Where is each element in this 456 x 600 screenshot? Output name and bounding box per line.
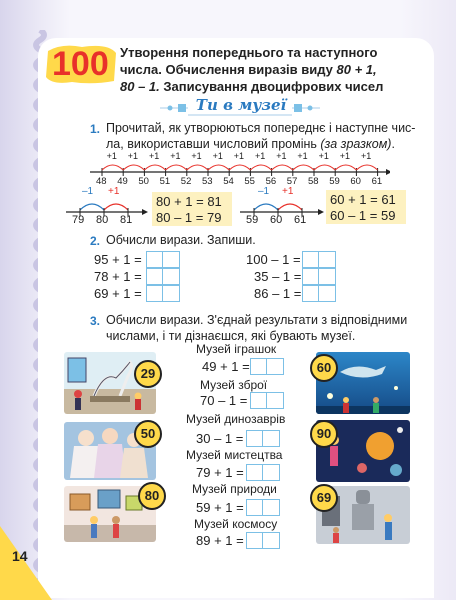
number-line-tick-label: 55: [244, 176, 255, 187]
number-line-step-label: +1: [170, 151, 181, 161]
task2-right-1: 35 – 1 =: [254, 269, 302, 284]
number-line-step-label: +1: [361, 151, 372, 161]
number-line-tick-label: 58: [308, 176, 319, 187]
lesson-title-line2: [120, 61, 430, 78]
example2-minus: –1: [258, 186, 270, 197]
badge-right-0[interactable]: 60: [310, 354, 338, 382]
number-line-arc: [229, 165, 250, 170]
number-line-arc: [166, 165, 187, 170]
task1-line2: [106, 136, 426, 152]
badge-left-0[interactable]: 29: [134, 360, 162, 388]
number-line-arc: [144, 165, 165, 170]
number-line-step-label: +1: [233, 151, 245, 161]
museum-label-0: Музей іграшок: [196, 342, 277, 356]
badge-left-1[interactable]: 50: [134, 420, 162, 448]
number-line-arc: [293, 165, 314, 170]
museum-label-3: Музей мистецтва: [186, 448, 283, 462]
task2-number: 2.: [90, 234, 101, 248]
number-line-step-label: +1: [106, 151, 117, 161]
number-line-tick-label: 57: [286, 176, 298, 187]
museum-answer-0[interactable]: [250, 358, 284, 375]
task2-left-0: 95 + 1 =: [94, 252, 142, 267]
number-line-arc: [102, 165, 123, 170]
number-line-tick-label: 49: [117, 176, 128, 187]
number-line-tick-label: 50: [138, 176, 149, 187]
task2-text: Обчисли вирази. Запиши.: [106, 233, 256, 247]
number-line-tick-label: 48: [96, 176, 107, 187]
museum-answer-3[interactable]: [246, 464, 280, 481]
lesson-title-expr1: 80 + 1,: [336, 62, 377, 77]
museum-label-2: Музей динозаврів: [186, 412, 286, 426]
task2-left-answer-2[interactable]: [146, 285, 180, 302]
number-line-arc: [187, 165, 208, 170]
task1-text: [106, 120, 426, 152]
museum-expr-2: 30 – 1 =: [196, 431, 244, 446]
example2-plus: +1: [282, 186, 294, 197]
number-line: [90, 160, 390, 180]
lesson-title-text3: Записування двоцифрових чисел: [163, 79, 384, 94]
task1-end: .: [391, 137, 395, 151]
number-line-step-label: +1: [276, 151, 287, 161]
task2-left-answer-0[interactable]: [146, 251, 180, 268]
task2-right-2: 86 – 1 =: [254, 286, 302, 301]
number-line-arc: [272, 165, 293, 170]
example2-eq1: 60 + 1 = 61: [330, 192, 396, 207]
task3-text: [106, 312, 426, 344]
lesson-title-line1: Утворення попереднього та наступного: [120, 45, 378, 60]
badge-right-2[interactable]: 69: [310, 484, 338, 512]
lesson-number: 100: [52, 45, 109, 83]
museum-answer-2[interactable]: [246, 430, 280, 447]
task1-italic: (за зразком): [320, 137, 392, 151]
number-line-step-label: +1: [127, 151, 139, 161]
number-line-step-label: +1: [255, 151, 266, 161]
badge-left-2[interactable]: 80: [138, 482, 166, 510]
number-line-tick-label: 52: [180, 176, 192, 187]
task2-right-answer-1[interactable]: [302, 268, 336, 285]
number-line-step-label: +1: [297, 151, 308, 161]
number-line-tick-label: 53: [202, 176, 213, 187]
example1-eq2: 80 – 1 = 79: [156, 210, 222, 225]
number-line-arc: [335, 165, 356, 170]
banner-title: Ти в музеї: [195, 96, 287, 114]
badge-right-1[interactable]: 90: [310, 420, 338, 448]
example1-eq1: 80 + 1 = 81: [156, 194, 222, 209]
number-line-arc: [314, 165, 335, 170]
lesson-title: [120, 44, 430, 95]
museum-expr-3: 79 + 1 =: [196, 465, 244, 480]
example2-tick-2: 61: [294, 214, 307, 226]
example1-tick-1: 80: [96, 214, 109, 226]
example1-minus: –1: [82, 186, 94, 197]
number-line-step-label: +1: [149, 151, 160, 161]
example2-eq2: 60 – 1 = 59: [330, 208, 396, 223]
museum-answer-4[interactable]: [246, 499, 280, 516]
task3-line1: Обчисли вирази. З'єднай результати з відповідними: [106, 313, 408, 327]
number-line-tick-label: 51: [159, 176, 171, 187]
number-line-tick-label: 61: [371, 176, 383, 187]
museum-answer-1[interactable]: [250, 392, 284, 409]
museum-label-5: Музей космосу: [194, 517, 278, 531]
task3-line2: числами, і ти дізнаєшся, які бувають музеї.: [106, 329, 356, 343]
museum-label-4: Музей природи: [192, 482, 277, 496]
number-line-arc: [123, 165, 144, 170]
number-line-tick-label: 60: [350, 176, 361, 187]
museum-expr-5: 89 + 1 =: [196, 533, 244, 548]
task2-right-answer-0[interactable]: [302, 251, 336, 268]
task1-number: 1.: [90, 122, 101, 136]
number-line-tick-label: 59: [329, 176, 340, 187]
task3-number: 3.: [90, 314, 101, 328]
number-line-step-label: +1: [191, 151, 202, 161]
number-line-tick-label: 54: [223, 176, 234, 187]
task2-right-0: 100 – 1 =: [246, 252, 301, 267]
museum-expr-0: 49 + 1 =: [202, 359, 250, 374]
museum-answer-5[interactable]: [246, 532, 280, 549]
museum-expr-4: 59 + 1 =: [196, 500, 244, 515]
example1-tick-0: 79: [72, 214, 85, 226]
task2-left-1: 78 + 1 =: [94, 269, 142, 284]
number-line-step-label: +1: [212, 151, 223, 161]
example2-tick-0: 59: [246, 214, 259, 226]
task1-line2-text: ла, використавши числовий промінь: [106, 137, 317, 151]
number-line-arc: [250, 165, 271, 170]
example2-tick-1: 60: [270, 214, 283, 226]
number-line-arc: [208, 165, 229, 170]
example1-tick-2: 81: [120, 214, 133, 226]
task2-right-answer-2[interactable]: [302, 285, 336, 302]
lesson-title-expr2: 80 – 1.: [120, 79, 160, 94]
museum-expr-1: 70 – 1 =: [200, 393, 248, 408]
task2-left-answer-1[interactable]: [146, 268, 180, 285]
task2-left-2: 69 + 1 =: [94, 286, 142, 301]
lesson-title-text: числа. Обчислення виразів виду: [120, 62, 333, 77]
task1-line1: Прочитай, як утворюються попереднє і наступне чис-: [106, 121, 416, 135]
page-number: 14: [12, 548, 28, 564]
number-line-tick-label: 56: [265, 176, 277, 187]
page-corner: [0, 516, 60, 600]
number-line-step-label: +1: [318, 151, 329, 161]
number-line-step-label: +1: [339, 151, 351, 161]
number-line-arc: [356, 165, 377, 170]
example1-plus: +1: [108, 186, 120, 197]
lesson-title-line3: [120, 78, 430, 95]
museum-label-1: Музей зброї: [200, 378, 268, 392]
